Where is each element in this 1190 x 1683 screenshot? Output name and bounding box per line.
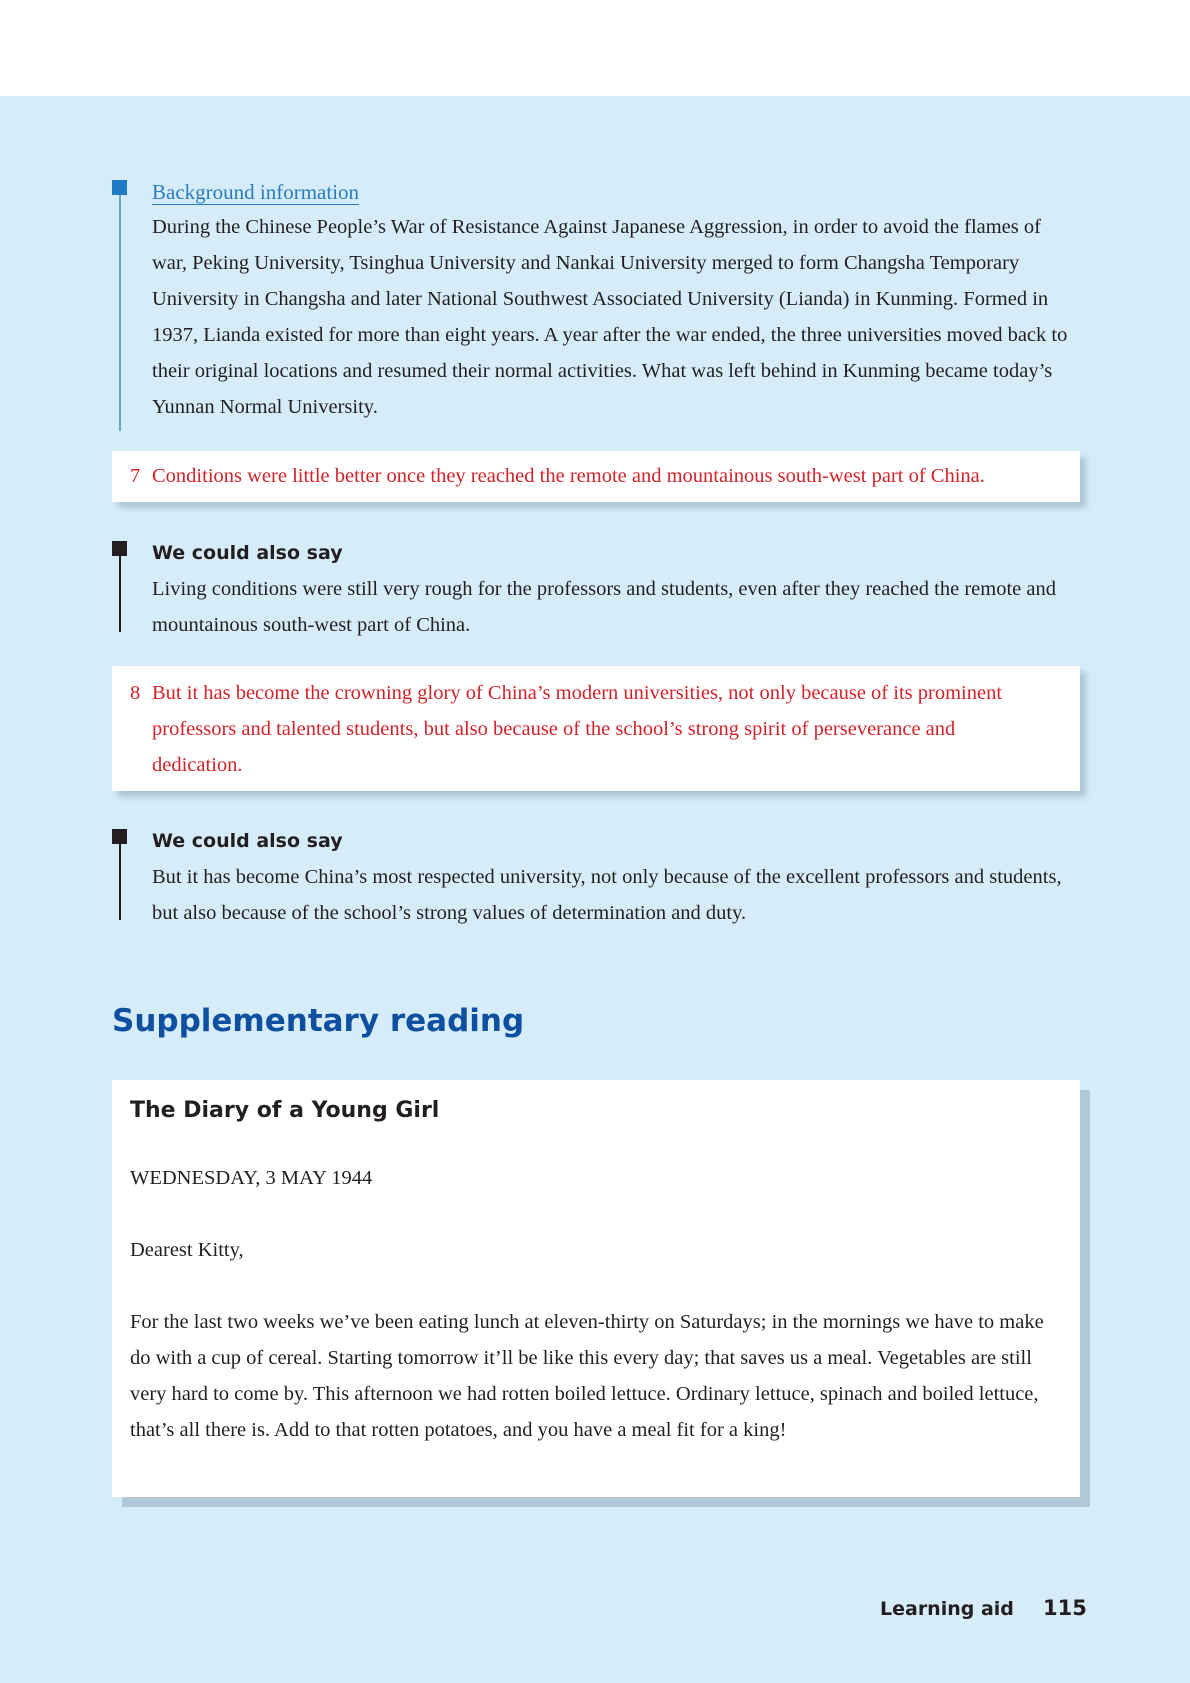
also-say-text: But it has become China’s most respected university, not only because of the excellent professors and students, but also because of the school’s strong values of determination and duty. [152, 866, 1062, 924]
sentence-7-box [112, 451, 1080, 502]
footer-section: Learning aid [880, 1598, 1014, 1620]
also-say-title: We could also say [152, 542, 343, 564]
background-info-text: During the Chinese People’s War of Resistance Against Japanese Aggression, in order to avoid the flames of war, Peking University, Tsinghua University and Nankai University merged to form Changsha Temporary University in Changsha and later National Southwest Associated University (Lianda) in Kunming. Formed in 1937, Lianda existed for more than eight years. A year after the war ended, the three universities moved back to their original locations and resumed their normal activities. What was left behind in Kunming became today’s Yunnan Normal University. [152, 216, 1068, 418]
also-say-block-2 [112, 829, 1080, 931]
supplementary-heading: Supplementary reading [112, 1003, 525, 1039]
black-square-icon [112, 541, 127, 556]
diary-greeting: Dearest Kitty, [130, 1239, 244, 1261]
divider-line [119, 556, 121, 632]
diary-box [112, 1080, 1080, 1497]
also-say-title: We could also say [152, 830, 343, 852]
sentence-number: 8 [130, 682, 141, 704]
blue-square-icon [112, 180, 127, 195]
black-square-icon [112, 829, 127, 844]
also-say-block-1 [112, 541, 1080, 643]
diary-date: WEDNESDAY, 3 MAY 1944 [130, 1167, 373, 1189]
background-info-title: Background information [152, 180, 360, 204]
sentence-number: 7 [130, 465, 141, 487]
divider-line [119, 844, 121, 920]
sentence-text: But it has become the crowning glory of China’s modern universities, not only because of its prominent professors and talented students, but also because of the school’s strong spirit of perseverance and dedication. [152, 682, 1003, 776]
sentence-8-box [112, 666, 1080, 791]
page-number: 115 [1043, 1596, 1087, 1620]
diary-title: The Diary of a Young Girl [130, 1098, 440, 1123]
also-say-text: Living conditions were still very rough for the professors and students, even after they reached the remote and mountainous south-west part of China. [152, 578, 1056, 636]
sentence-text: Conditions were little better once they reached the remote and mountainous south-west part of China. [152, 465, 985, 487]
background-info-block [112, 180, 1080, 425]
diary-paragraph: For the last two weeks we’ve been eating lunch at eleven-thirty on Saturdays; in the mornings we have to make do with a cup of cereal. Starting tomorrow it’ll be like this every day; that saves us a meal. Vegetables are still very hard to come by. This afternoon we had rotten boiled lettuce. Ordinary lettuce, spinach and boiled lettuce, that’s all there is. Add to that rotten potatoes, and you have a meal fit for a king! [130, 1311, 1044, 1441]
divider-line [119, 195, 121, 431]
